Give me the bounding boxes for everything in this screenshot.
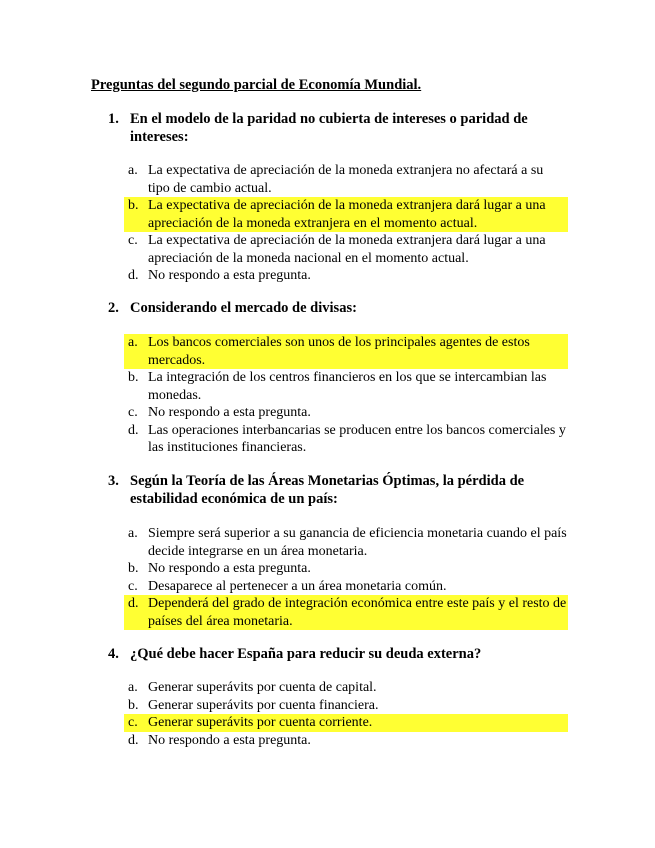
option-text: Generar superávits por cuenta corriente. — [148, 715, 373, 730]
option-letter: c. — [128, 405, 138, 420]
answer-option — [128, 525, 568, 560]
option-text: Las operaciones interbancarias se producen entre los bancos comerciales y las instituciones financieras. — [148, 422, 566, 455]
option-text: Dependerá del grado de integración económica entre este país y el resto de países del área monetaria. — [148, 596, 567, 629]
question-number: 3. — [108, 473, 119, 489]
option-letter: d. — [128, 732, 139, 748]
page-title: Preguntas del segundo parcial de Economía Mundial. — [91, 77, 422, 93]
question-2 — [108, 299, 568, 457]
option-text: La expectativa de apreciación de la moneda extranjera no afectará a su tipo de cambio actual. — [148, 163, 544, 196]
answer-option — [128, 732, 568, 750]
option-text: Siempre será superior a su ganancia de eficiencia monetaria cuando el país decide integrarse en un área monetaria. — [148, 526, 567, 559]
question-4 — [108, 645, 568, 749]
answer-option — [128, 560, 568, 578]
question-3 — [108, 472, 568, 630]
option-text: No respondo a esta pregunta. — [148, 405, 311, 420]
option-letter: a. — [128, 526, 138, 541]
option-text: Los bancos comerciales son unos de los principales agentes de estos mercados. — [148, 335, 530, 368]
option-text: No respondo a esta pregunta. — [148, 561, 311, 576]
option-text: La expectativa de apreciación de la moneda extranjera dará lugar a una apreciación de la moneda extranjera en el momento actual. — [148, 198, 546, 231]
answer-option — [128, 578, 568, 596]
option-letter: a. — [128, 680, 138, 695]
option-letter: b. — [128, 370, 139, 385]
question-number: 2. — [108, 300, 119, 316]
option-letter: c. — [128, 578, 138, 594]
option-text: Generar superávits por cuenta financiera. — [148, 697, 379, 713]
question-text: Considerando el mercado de divisas: — [130, 300, 357, 316]
answer-option-highlighted — [124, 197, 568, 232]
option-text: No respondo a esta pregunta. — [148, 732, 311, 748]
option-text: La expectativa de apreciación de la moneda extranjera dará lugar a una apreciación de la moneda nacional en el momento actual. — [148, 233, 546, 266]
answer-options — [108, 525, 568, 630]
answer-option — [128, 162, 568, 197]
answer-option-highlighted — [124, 334, 568, 369]
question-text: ¿Qué debe hacer España para reducir su deuda externa? — [130, 646, 482, 662]
question-number: 1. — [108, 111, 119, 127]
option-letter: d. — [128, 268, 139, 283]
answer-option-highlighted — [124, 595, 568, 630]
option-text: No respondo a esta pregunta. — [148, 268, 311, 283]
option-letter: d. — [128, 596, 139, 611]
option-letter: d. — [128, 422, 139, 438]
answer-options — [108, 679, 568, 749]
option-text: Desaparece al pertenecer a un área monetaria común. — [148, 578, 447, 594]
option-letter: c. — [128, 715, 138, 730]
option-letter: c. — [128, 233, 138, 248]
option-text: Generar superávits por cuenta de capital. — [148, 680, 377, 695]
answer-option — [128, 679, 568, 697]
option-letter: b. — [128, 198, 139, 213]
answer-options — [108, 162, 568, 285]
answer-option-highlighted — [124, 714, 568, 732]
question-heading — [108, 472, 568, 508]
option-letter: a. — [128, 335, 138, 350]
answer-options — [108, 334, 568, 457]
answer-option — [128, 369, 568, 404]
option-text: La integración de los centros financieros en los que se intercambian las monedas. — [148, 370, 547, 403]
answer-option — [128, 404, 568, 422]
answer-option — [128, 232, 568, 267]
question-heading — [108, 645, 568, 663]
question-heading — [108, 299, 568, 317]
answer-option — [128, 267, 568, 285]
option-letter: b. — [128, 561, 139, 576]
question-number: 4. — [108, 646, 119, 662]
option-letter: b. — [128, 697, 139, 713]
question-text: Según la Teoría de las Áreas Monetarias Óptimas, la pérdida de estabilidad económica de un país: — [130, 473, 525, 507]
answer-option — [128, 697, 568, 715]
question-text: En el modelo de la paridad no cubierta de intereses o paridad de intereses: — [130, 111, 528, 145]
question-1 — [108, 110, 568, 285]
option-letter: a. — [128, 163, 138, 178]
question-heading — [108, 110, 568, 146]
answer-option — [128, 422, 568, 457]
